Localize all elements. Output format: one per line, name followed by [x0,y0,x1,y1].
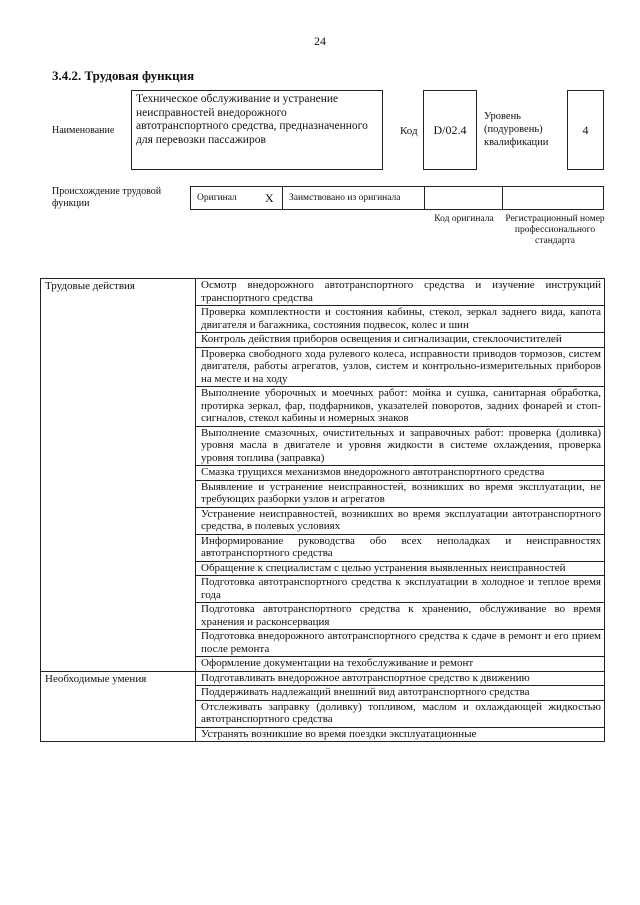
row-category: Необходимые умения [41,671,196,742]
code-value: D/02.4 [433,122,467,137]
row-category: Трудовые действия [41,279,196,672]
row-item: Информирование руководства обо всех неполадках и неисправностях автотранспортного средства [196,534,605,561]
row-item: Выполнение уборочных и моечных работ: мойка и сушка, санитарная обработка, протирка зеркал, фар, подфарников, указателей поворотов, задних фонарей и стоп-сигналов, стекол кабины и номерных знаков [196,387,605,427]
row-item: Выполнение смазочных, очистительных и заправочных работ: проверка (доливка) уровня масла в двигателе и уровня жидкости в системе охлаждения, проверка уровня топлива (заправка) [196,426,605,466]
labor-function-table [40,278,605,742]
code-label: Код [400,125,418,137]
reg-number-caption: Регистрационный номер профессионального стандарта [505,214,605,246]
row-item: Подготовка автотранспортного средства к эксплуатации в холодное и теплое время года [196,576,605,603]
table-row [41,671,605,686]
table-row [41,279,605,306]
borrowed-cell [283,187,425,209]
row-item: Подготавливать внедорожное автотранспортное средство к движению [196,671,605,686]
row-item: Проверка свободного хода рулевого колеса, исправности приводов тормозов, систем двигателя, работы агрегатов, узлов, систем и контрольно-измерительных приборов на месте и на ходу [196,347,605,387]
section-title: 3.4.2. Трудовая функция [52,68,195,83]
level-value: 4 [582,122,589,137]
row-item: Контроль действия приборов освещения и сигнализации, стеклоочистителей [196,333,605,348]
code-value-box [423,90,477,170]
name-label: Наименование [52,125,115,136]
borrowed-label: Заимствовано из оригинала [289,193,401,203]
row-item: Осмотр внедорожного автотранспортного средства и изучение инструкций транспортного средства [196,279,605,306]
origin-row [190,186,604,210]
row-item: Смазка трущихся механизмов внедорожного автотранспортного средства [196,466,605,481]
original-code-caption: Код оригинала [434,214,494,224]
row-item: Отслеживать заправку (доливку) топливом, маслом и охлаждающей жидкостью автотранспортного средства [196,700,605,727]
original-code-cell [425,187,503,209]
level-label: Уровень (подуровень) квалификации [484,111,549,148]
reg-number-cell [503,187,603,209]
row-item: Оформление документации на техобслуживание и ремонт [196,657,605,672]
row-item: Устранение неисправностей, возникших во время эксплуатации автотранспортного средства, в полевых условиях [196,507,605,534]
row-item: Подготовка внедорожного автотранспортного средства к сдаче в ремонт и его прием после ремонта [196,630,605,657]
row-item: Проверка комплектности и состояния кабины, стекол, зеркал заднего вида, капота двигателя и багажника, состояния подвесок, колес и шин [196,306,605,333]
row-item: Подготовка автотранспортного средства к хранению, обслуживание во время хранения и расконсервация [196,603,605,630]
row-item: Обращение к специалистам с целью устранения выявленных неисправностей [196,561,605,576]
row-item: Выявление и устранение неисправностей, возникших во время эксплуатации, не требующих разборки узлов и агрегатов [196,480,605,507]
function-name-box: Техническое обслуживание и устранение неисправностей внедорожного автотранспортного средства, предназначенного для перевозки пассажиров [131,90,383,170]
original-cell [191,187,283,209]
page-number: 24 [314,34,326,48]
row-item: Поддерживать надлежащий внешний вид автотранспортного средства [196,686,605,701]
original-label: Оригинал [197,193,237,203]
origin-label: Происхождение трудовой функции [52,186,162,209]
row-item: Устранять возникшие во время поездки эксплуатационные [196,727,605,742]
level-value-box [567,90,604,170]
original-mark: X [265,191,274,205]
